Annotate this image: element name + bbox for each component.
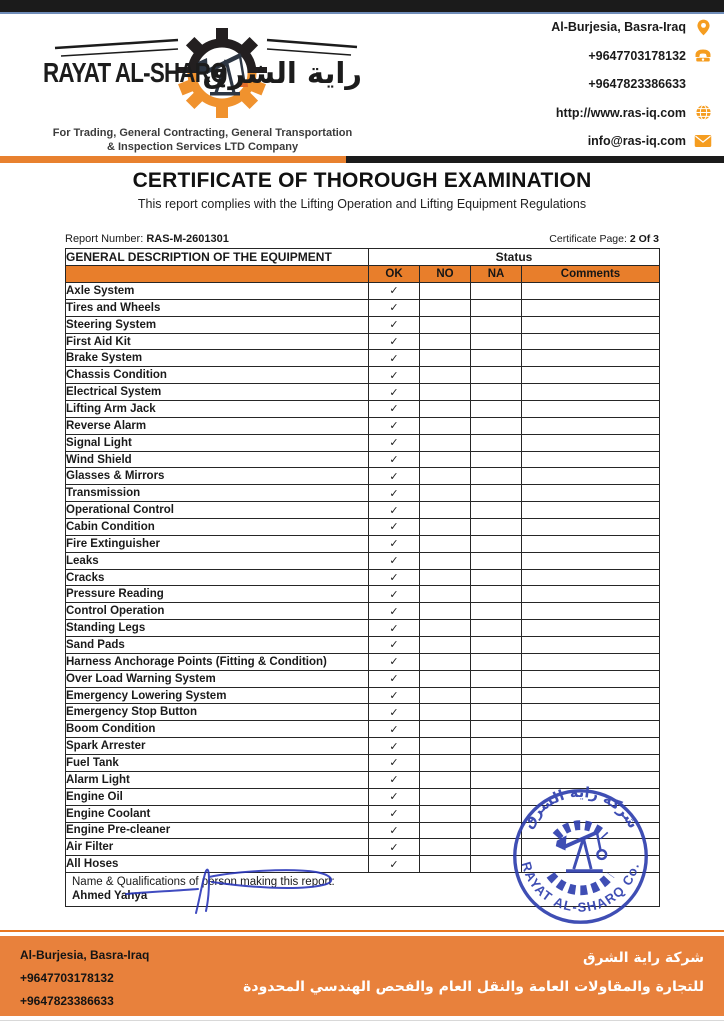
table-row [66, 299, 660, 316]
stamp-arabic-text: شركة راية الشرق [520, 784, 641, 832]
equipment-item: Fuel Tank [66, 755, 369, 772]
ok-cell-checkmark: ✓ [369, 670, 420, 687]
equipment-item: Cabin Condition [66, 519, 369, 536]
table-row [66, 367, 660, 384]
description-header: GENERAL DESCRIPTION OF THE EQUIPMENT [66, 249, 369, 266]
ok-cell-checkmark: ✓ [369, 653, 420, 670]
ok-cell-checkmark: ✓ [369, 333, 420, 350]
comments-cell [522, 620, 660, 637]
equipment-item: First Aid Kit [66, 333, 369, 350]
table-header-row-1 [66, 249, 660, 266]
comments-cell [522, 822, 660, 839]
equipment-item: Air Filter [66, 839, 369, 856]
column-header-no: NO [420, 266, 471, 283]
comments-cell [522, 350, 660, 367]
comments-cell [522, 417, 660, 434]
ok-cell-checkmark: ✓ [369, 738, 420, 755]
ok-cell-checkmark: ✓ [369, 316, 420, 333]
table-header-row-2 [66, 266, 660, 283]
comments-cell [522, 485, 660, 502]
comments-cell [522, 839, 660, 856]
ok-cell-checkmark: ✓ [369, 788, 420, 805]
na-cell [471, 738, 522, 755]
comments-cell [522, 283, 660, 300]
contact-address-text: Al-Burjesia, Basra-Iraq [551, 20, 686, 34]
equipment-rows [66, 283, 660, 873]
footer-description-ar: للتجارة والمقاولات العامة والنقل العام والفحص الهندسي المحدودة [243, 979, 704, 995]
report-maker-label: Name & Qualifications of person making this report: [72, 876, 335, 889]
comments-cell [522, 687, 660, 704]
table-row [66, 451, 660, 468]
contact-website-text: http://www.ras-iq.com [555, 105, 686, 120]
comments-cell [522, 552, 660, 569]
no-cell [420, 417, 471, 434]
na-cell [471, 283, 522, 300]
phone-icon [694, 47, 712, 65]
comments-cell [522, 299, 660, 316]
na-cell [471, 350, 522, 367]
comments-cell [522, 367, 660, 384]
table-row [66, 788, 660, 805]
ok-cell-checkmark: ✓ [369, 839, 420, 856]
na-cell [471, 721, 522, 738]
comments-cell [522, 502, 660, 519]
footer-bottom-rule [0, 1020, 724, 1021]
equipment-item: Spark Arrester [66, 738, 369, 755]
ok-cell-checkmark: ✓ [369, 704, 420, 721]
no-cell [420, 384, 471, 401]
na-cell [471, 839, 522, 856]
ok-cell-checkmark: ✓ [369, 485, 420, 502]
ok-cell-checkmark: ✓ [369, 552, 420, 569]
ok-cell-checkmark: ✓ [369, 569, 420, 586]
footer-phone1: +9647703178132 [20, 971, 114, 985]
no-cell [420, 586, 471, 603]
equipment-item: Engine Coolant [66, 805, 369, 822]
table-row [66, 704, 660, 721]
comments-cell [522, 856, 660, 873]
na-cell [471, 519, 522, 536]
table-row [66, 316, 660, 333]
comments-cell [522, 316, 660, 333]
comments-cell [522, 771, 660, 788]
ok-cell-checkmark: ✓ [369, 721, 420, 738]
comments-cell [522, 434, 660, 451]
ok-cell-checkmark: ✓ [369, 637, 420, 654]
comments-cell [522, 569, 660, 586]
company-logo [35, 20, 370, 154]
report-maker-cell [66, 873, 660, 907]
ok-cell-checkmark: ✓ [369, 519, 420, 536]
contact-email [551, 132, 712, 150]
table-row [66, 401, 660, 418]
na-cell [471, 401, 522, 418]
footer-company-ar: شركة راية الشرق [583, 950, 704, 966]
table-row [66, 839, 660, 856]
table-row [66, 434, 660, 451]
na-cell [471, 485, 522, 502]
na-cell [471, 771, 522, 788]
company-logo-graphic [35, 20, 370, 120]
ok-cell-checkmark: ✓ [369, 434, 420, 451]
equipment-item: Tires and Wheels [66, 299, 369, 316]
ok-cell-checkmark: ✓ [369, 856, 420, 873]
no-cell [420, 637, 471, 654]
equipment-item: Emergency Lowering System [66, 687, 369, 704]
equipment-item: Axle System [66, 283, 369, 300]
equipment-item: Operational Control [66, 502, 369, 519]
no-cell [420, 519, 471, 536]
comments-cell [522, 384, 660, 401]
equipment-item: Lifting Arm Jack [66, 401, 369, 418]
table-row [66, 502, 660, 519]
top-accent-bar [0, 0, 724, 14]
na-cell [471, 468, 522, 485]
envelope-icon [694, 132, 712, 150]
footer-address: Al-Burjesia, Basra-Iraq [20, 948, 150, 962]
contact-phone2-text: +9647823386633 [588, 77, 686, 91]
equipment-item: Chassis Condition [66, 367, 369, 384]
ok-cell-checkmark: ✓ [369, 586, 420, 603]
no-cell [420, 401, 471, 418]
table-row [66, 755, 660, 772]
certificate-page [549, 233, 659, 245]
no-cell [420, 788, 471, 805]
na-cell [471, 316, 522, 333]
na-cell [471, 755, 522, 772]
ok-cell-checkmark: ✓ [369, 603, 420, 620]
no-cell [420, 451, 471, 468]
status-header: Status [369, 249, 660, 266]
no-cell [420, 299, 471, 316]
column-header-na: NA [471, 266, 522, 283]
table-row [66, 283, 660, 300]
na-cell [471, 417, 522, 434]
no-cell [420, 434, 471, 451]
table-row [66, 620, 660, 637]
ok-cell-checkmark: ✓ [369, 417, 420, 434]
footer-contact-block [20, 944, 149, 1013]
equipment-item: Control Operation [66, 603, 369, 620]
comments-cell [522, 721, 660, 738]
comments-cell [522, 451, 660, 468]
table-row [66, 586, 660, 603]
no-cell [420, 653, 471, 670]
comments-cell [522, 333, 660, 350]
table-row [66, 805, 660, 822]
company-name-ar: راية الشرق [202, 56, 362, 90]
ok-cell-checkmark: ✓ [369, 535, 420, 552]
table-row [66, 552, 660, 569]
na-cell [471, 552, 522, 569]
table-row [66, 721, 660, 738]
na-cell [471, 434, 522, 451]
no-cell [420, 552, 471, 569]
contact-phone2 [551, 75, 712, 93]
comments-cell [522, 805, 660, 822]
no-cell [420, 755, 471, 772]
na-cell [471, 569, 522, 586]
equipment-item: Engine Pre-cleaner [66, 822, 369, 839]
na-cell [471, 502, 522, 519]
no-cell [420, 333, 471, 350]
company-tagline [35, 127, 370, 154]
report-maker-row [66, 873, 660, 907]
ok-cell-checkmark: ✓ [369, 620, 420, 637]
report-maker-name: Ahmed Yahya [72, 890, 148, 903]
column-header-blank [66, 266, 369, 283]
na-cell [471, 299, 522, 316]
na-cell [471, 451, 522, 468]
comments-cell [522, 586, 660, 603]
contact-website [551, 104, 712, 122]
contact-address [551, 18, 712, 36]
no-cell [420, 704, 471, 721]
no-cell [420, 502, 471, 519]
no-cell [420, 283, 471, 300]
comments-cell [522, 468, 660, 485]
na-cell [471, 670, 522, 687]
ok-cell-checkmark: ✓ [369, 283, 420, 300]
globe-icon [694, 104, 712, 122]
ok-cell-checkmark: ✓ [369, 755, 420, 772]
no-cell [420, 468, 471, 485]
table-row [66, 384, 660, 401]
table-row [66, 670, 660, 687]
comments-cell [522, 788, 660, 805]
inspection-table [65, 248, 660, 907]
footer-top-rule [0, 930, 724, 932]
equipment-item: Brake System [66, 350, 369, 367]
no-cell [420, 805, 471, 822]
comments-cell [522, 519, 660, 536]
page-title: CERTIFICATE OF THOROUGH EXAMINATION [132, 169, 592, 192]
ok-cell-checkmark: ✓ [369, 401, 420, 418]
column-header-ok: OK [369, 266, 420, 283]
contact-icon-spacer [694, 75, 712, 93]
equipment-item: Harness Anchorage Points (Fitting & Condition) [66, 653, 369, 670]
equipment-item: Sand Pads [66, 637, 369, 654]
na-cell [471, 637, 522, 654]
contact-phone1-text: +9647703178132 [588, 48, 686, 63]
ok-cell-checkmark: ✓ [369, 771, 420, 788]
equipment-item: Emergency Stop Button [66, 704, 369, 721]
comments-cell [522, 535, 660, 552]
tagline-line2: & Inspection Services LTD Company [106, 140, 299, 153]
ok-cell-checkmark: ✓ [369, 299, 420, 316]
header-divider [0, 156, 724, 163]
comments-cell [522, 738, 660, 755]
report-number-value: RAS-M-2601301 [146, 233, 229, 245]
table-row [66, 350, 660, 367]
na-cell [471, 586, 522, 603]
table-row [66, 417, 660, 434]
na-cell [471, 805, 522, 822]
equipment-item: Electrical System [66, 384, 369, 401]
report-meta [65, 233, 659, 245]
divider-orange-segment [0, 156, 346, 163]
equipment-item: Fire Extinguisher [66, 535, 369, 552]
no-cell [420, 367, 471, 384]
no-cell [420, 316, 471, 333]
equipment-item: All Hoses [66, 856, 369, 873]
table-row [66, 603, 660, 620]
na-cell [471, 653, 522, 670]
equipment-item: Leaks [66, 552, 369, 569]
table-row [66, 822, 660, 839]
equipment-item: Boom Condition [66, 721, 369, 738]
no-cell [420, 670, 471, 687]
no-cell [420, 620, 471, 637]
certificate-page-value: 2 Of 3 [629, 233, 659, 245]
na-cell [471, 384, 522, 401]
column-header-comments: Comments [522, 266, 660, 283]
ok-cell-checkmark: ✓ [369, 350, 420, 367]
no-cell [420, 535, 471, 552]
page-footer [0, 936, 724, 1016]
comments-cell [522, 401, 660, 418]
ok-cell-checkmark: ✓ [369, 384, 420, 401]
comments-cell [522, 653, 660, 670]
table-row [66, 535, 660, 552]
table-row [66, 468, 660, 485]
equipment-item: Over Load Warning System [66, 670, 369, 687]
equipment-item: Signal Light [66, 434, 369, 451]
certificate-page-label: Certificate Page: [549, 233, 627, 245]
comments-cell [522, 637, 660, 654]
page-subtitle: This report complies with the Lifting Operation and Lifting Equipment Regulations [137, 197, 587, 211]
comments-cell [522, 755, 660, 772]
ok-cell-checkmark: ✓ [369, 822, 420, 839]
comments-cell [522, 670, 660, 687]
table-row [66, 738, 660, 755]
no-cell [420, 771, 471, 788]
no-cell [420, 569, 471, 586]
na-cell [471, 788, 522, 805]
no-cell [420, 822, 471, 839]
contact-phone1 [551, 47, 712, 65]
na-cell [471, 603, 522, 620]
ok-cell-checkmark: ✓ [369, 468, 420, 485]
equipment-item: Cracks [66, 569, 369, 586]
na-cell [471, 704, 522, 721]
equipment-item: Engine Oil [66, 788, 369, 805]
ok-cell-checkmark: ✓ [369, 502, 420, 519]
comments-cell [522, 704, 660, 721]
ok-cell-checkmark: ✓ [369, 687, 420, 704]
table-row [66, 569, 660, 586]
equipment-item: Reverse Alarm [66, 417, 369, 434]
report-number-label: Report Number: [65, 233, 144, 245]
na-cell [471, 333, 522, 350]
table-row [66, 771, 660, 788]
table-row [66, 637, 660, 654]
na-cell [471, 367, 522, 384]
footer-phone2: +9647823386633 [20, 994, 114, 1008]
na-cell [471, 535, 522, 552]
header-contacts [551, 18, 712, 150]
equipment-item: Standing Legs [66, 620, 369, 637]
no-cell [420, 687, 471, 704]
na-cell [471, 620, 522, 637]
no-cell [420, 485, 471, 502]
table-row [66, 653, 660, 670]
na-cell [471, 687, 522, 704]
no-cell [420, 721, 471, 738]
equipment-item: Glasses & Mirrors [66, 468, 369, 485]
company-name-en: RAYAT AL-SHARQ [43, 57, 227, 89]
table-row [66, 519, 660, 536]
tagline-line1: For Trading, General Contracting, General Transportation [52, 127, 353, 139]
no-cell [420, 738, 471, 755]
location-pin-icon [694, 18, 712, 36]
divider-black-segment [346, 156, 724, 163]
no-cell [420, 856, 471, 873]
equipment-item: Pressure Reading [66, 586, 369, 603]
contact-email-text: info@ras-iq.com [587, 134, 686, 148]
ok-cell-checkmark: ✓ [369, 451, 420, 468]
footer-arabic-block [243, 944, 704, 1002]
equipment-item: Steering System [66, 316, 369, 333]
table-row [66, 333, 660, 350]
report-number [65, 233, 229, 245]
stamp-english-text: RAYAT AL-SHARQ Co. [518, 860, 643, 915]
no-cell [420, 603, 471, 620]
table-row [66, 856, 660, 873]
no-cell [420, 839, 471, 856]
table-row [66, 687, 660, 704]
equipment-item: Transmission [66, 485, 369, 502]
equipment-item: Alarm Light [66, 771, 369, 788]
na-cell [471, 822, 522, 839]
ok-cell-checkmark: ✓ [369, 367, 420, 384]
na-cell [471, 856, 522, 873]
ok-cell-checkmark: ✓ [369, 805, 420, 822]
no-cell [420, 350, 471, 367]
comments-cell [522, 603, 660, 620]
equipment-item: Wind Shield [66, 451, 369, 468]
table-row [66, 485, 660, 502]
